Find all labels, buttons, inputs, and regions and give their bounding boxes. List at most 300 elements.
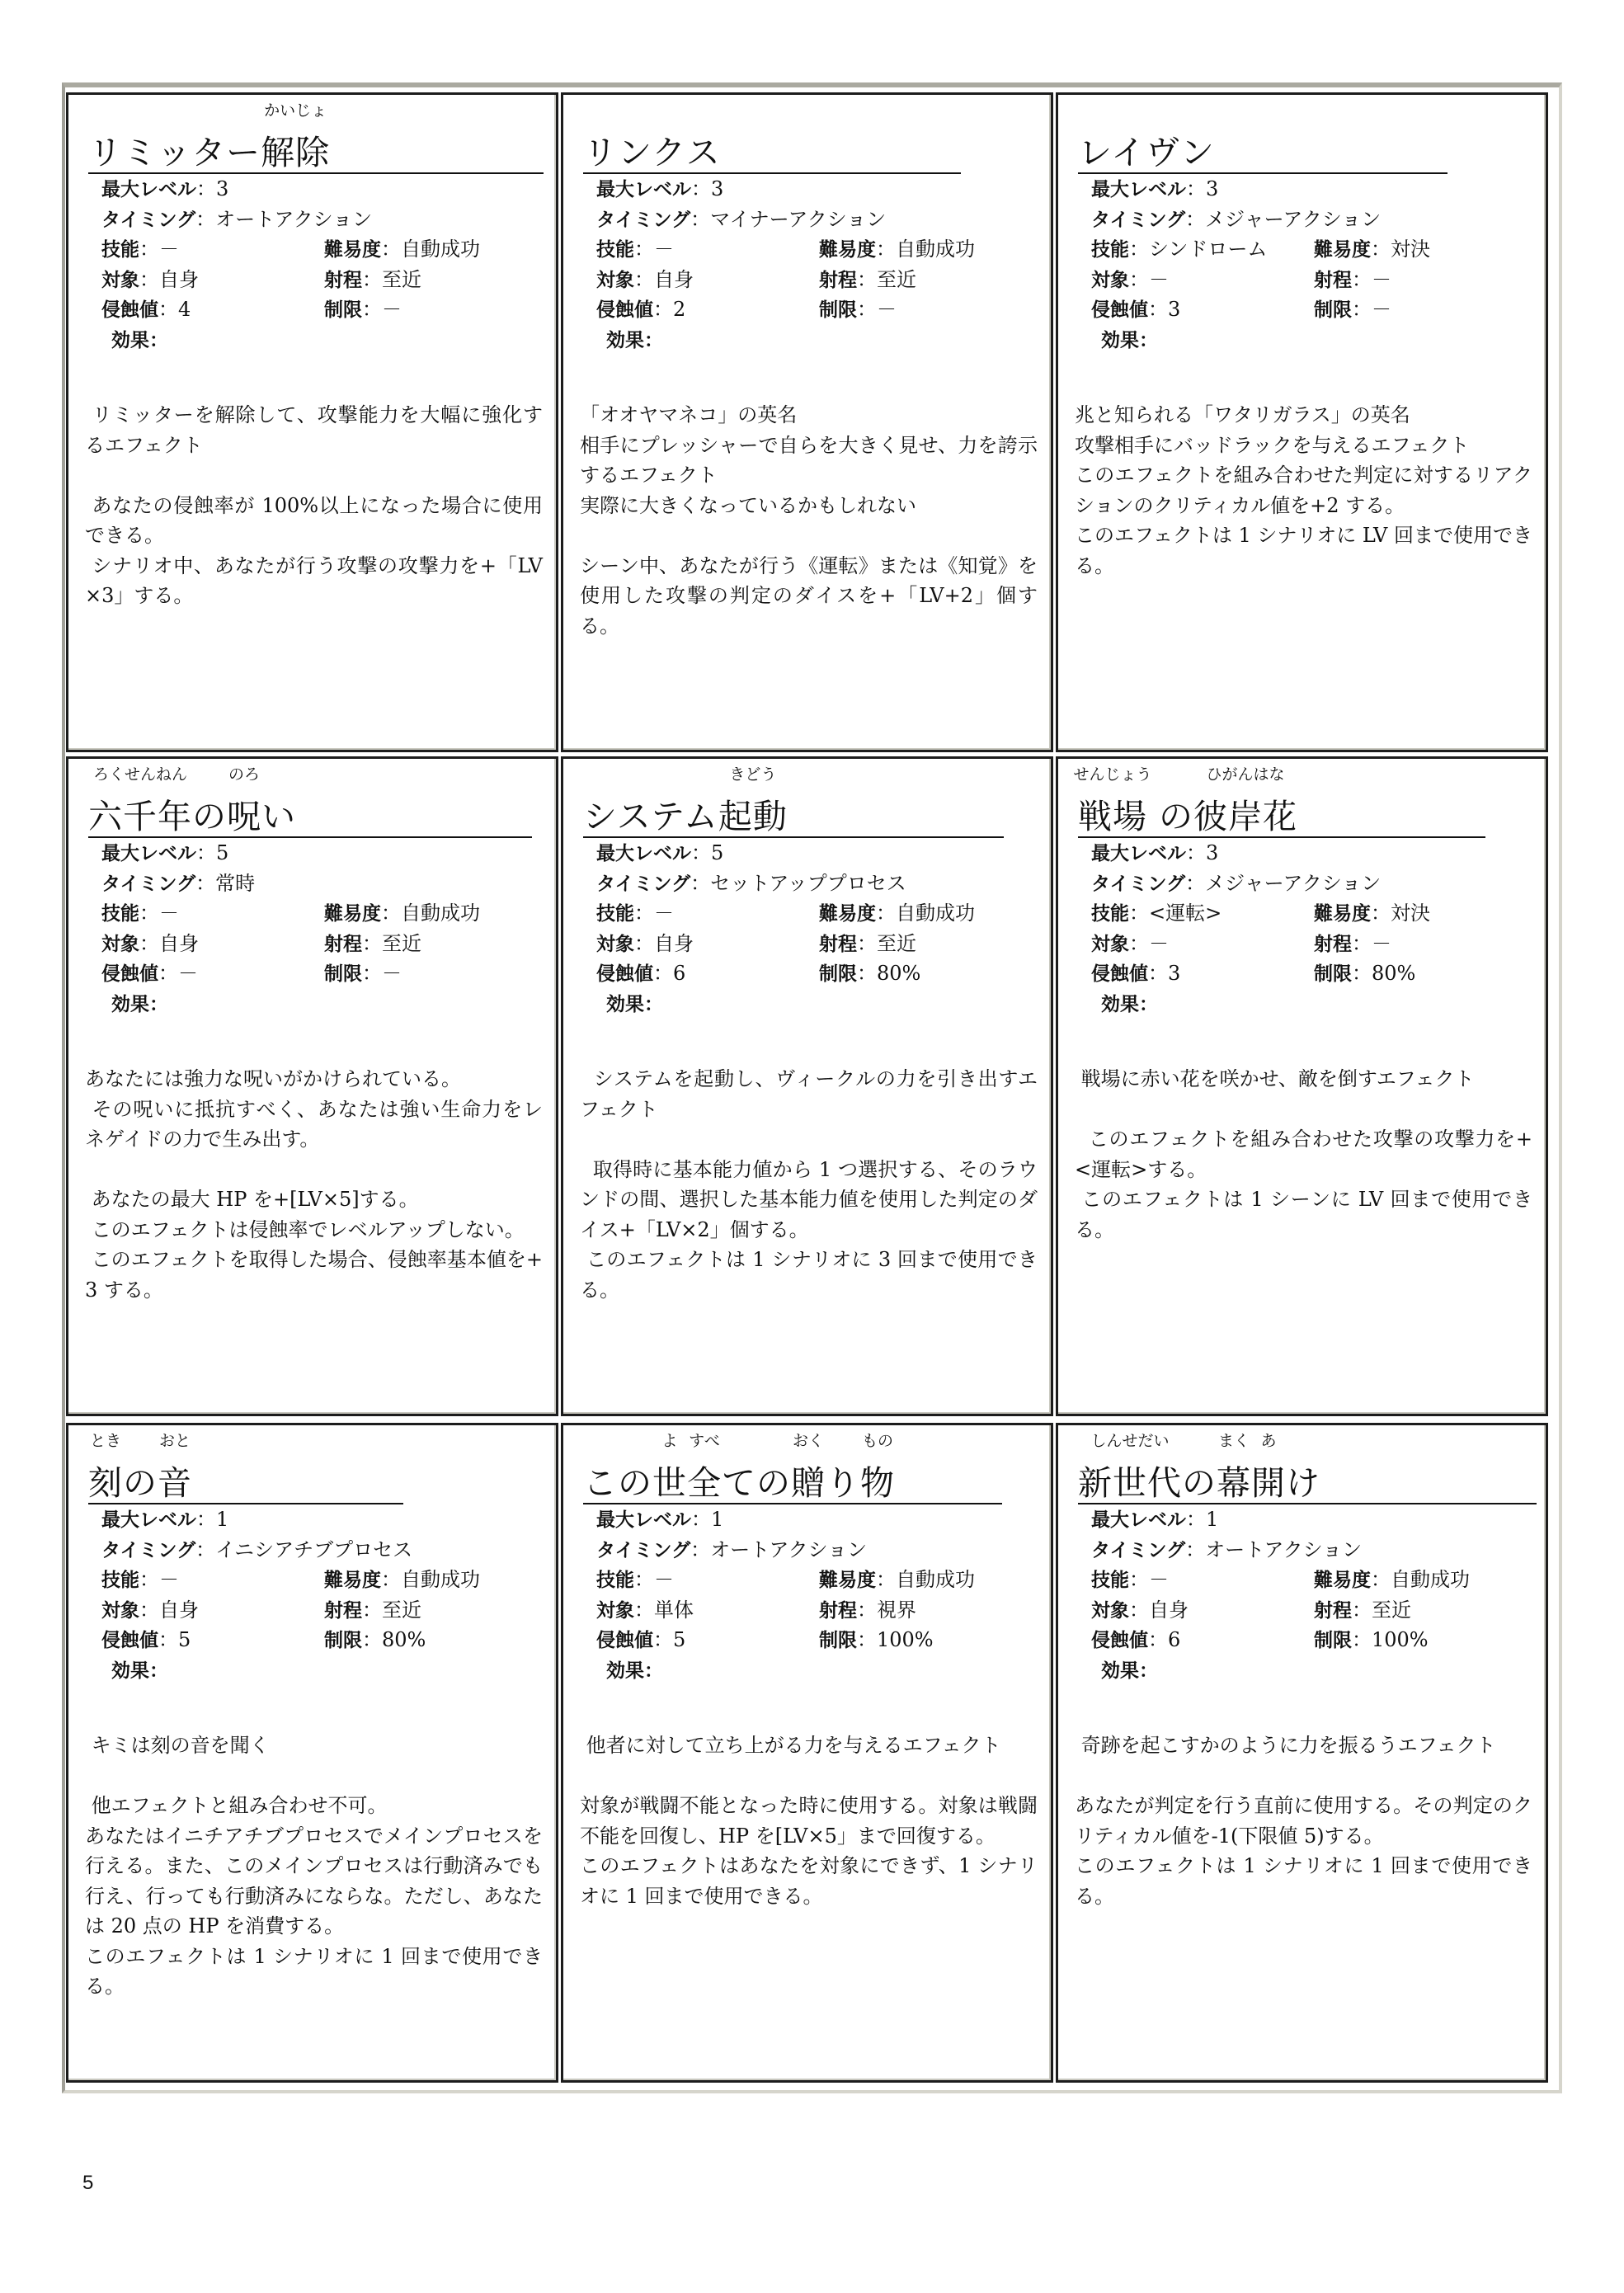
ruby-reading: あ <box>1260 1432 1277 1450</box>
stat-row <box>101 265 548 295</box>
effect-label: 効果： <box>606 1660 663 1682</box>
timing: タイミング：イニシアチブプロセス <box>101 1537 413 1561</box>
erosion-value: 3 <box>1168 962 1181 985</box>
restriction: 制限：100% <box>819 1628 934 1651</box>
timing-value: メジャーアクション <box>1205 207 1382 231</box>
card-title: システム起動 <box>583 797 788 836</box>
timing-value: セットアッププロセス <box>710 871 906 895</box>
max-level: 最大レベル：5 <box>596 841 724 864</box>
stat-row <box>101 234 548 265</box>
stat-row <box>1091 1504 1537 1535</box>
effect-card <box>561 92 1053 752</box>
difficulty: 難易度：自動成功 <box>324 902 480 925</box>
effect-label-row <box>596 989 1043 1019</box>
effect-text: 他者に対して立ち上がる力を与えるエフェクト 対象が戦闘不能となった時に使用する。対象は戦闘不能を回復し、HP を[LV×5」まで回復する。 このエフェクトはあなたを対象にできず、1 シナリオに 1 回まで使用できる。 <box>580 1734 1038 1908</box>
restriction-value: － <box>1372 298 1391 321</box>
difficulty: 難易度：自動成功 <box>819 1568 975 1591</box>
max-level-value: 3 <box>1206 177 1219 200</box>
timing-label: タイミング <box>596 209 691 231</box>
difficulty-value: 自動成功 <box>896 902 975 925</box>
difficulty: 難易度：対決 <box>1314 238 1430 261</box>
target-value: 自身 <box>159 931 199 955</box>
stat-row <box>101 869 548 899</box>
ruby-row <box>1078 101 1513 121</box>
difficulty-value: 自動成功 <box>1391 1568 1470 1591</box>
max-level-value: 1 <box>216 1508 229 1531</box>
stat-row <box>1091 898 1537 929</box>
difficulty-value: 自動成功 <box>401 902 480 925</box>
stat-row <box>596 1625 1043 1655</box>
skill: 技能：－ <box>596 902 674 925</box>
card-title: レイヴン <box>1078 133 1215 172</box>
skill-label: 技能 <box>101 903 139 925</box>
range-label: 射程 <box>819 933 857 955</box>
effect-text: 奇跡を起こすかのように力を振るうエフェクト あなたが判定を行う直前に使用する。その判定のクリティカル値を-1(下限値 5)する。 このエフェクトは 1 シナリオに 1 回まで使用できる。 <box>1075 1734 1532 1908</box>
effect-card <box>561 756 1053 1416</box>
difficulty: 難易度：自動成功 <box>819 902 975 925</box>
card-stats <box>101 174 548 355</box>
erosion-value: 4 <box>178 298 191 321</box>
target-value: 自身 <box>654 931 694 955</box>
timing: タイミング：オートアクション <box>596 1537 868 1561</box>
skill-label: 技能 <box>1091 903 1129 925</box>
card-title: この世全ての贈り物 <box>583 1463 895 1503</box>
skill-value: － <box>159 1568 179 1591</box>
ruby-row <box>88 1432 523 1452</box>
erosion: 侵蝕値：6 <box>1091 1628 1181 1651</box>
range-label: 射程 <box>324 269 362 291</box>
stat-row <box>596 869 1043 899</box>
stat-row <box>1091 838 1537 869</box>
effect-text: あなたには強力な呪いがかけられている。 その呪いに抵抗すべく、あなたは強い生命力をレネゲイドの力で生み出す。 あなたの最大 HP を+[LV×5]する。 このエフェクトは侵蝕率でレベルアップしない。 このエフェクトを取得した場合、侵蝕率基本値を+3 する。 <box>85 1067 543 1302</box>
effect-card <box>1056 92 1548 752</box>
stat-row <box>1091 1595 1537 1626</box>
restriction-label: 制限 <box>1314 299 1352 321</box>
card-title: リミッター解除 <box>88 133 331 172</box>
ruby-reading: ひがんはな <box>1206 765 1285 784</box>
skill: 技能：<運転> <box>1091 902 1222 925</box>
max-level: 最大レベル：3 <box>101 177 229 200</box>
timing-label: タイミング <box>1091 1539 1186 1561</box>
erosion-value: 5 <box>673 1628 686 1651</box>
target-value: 自身 <box>159 267 199 291</box>
range-label: 射程 <box>1314 933 1352 955</box>
stat-row <box>1091 174 1537 205</box>
erosion-label: 侵蝕値 <box>596 1630 653 1651</box>
card-title-area <box>583 762 1018 838</box>
timing-label: タイミング <box>101 209 196 231</box>
erosion-value: － <box>178 962 198 985</box>
difficulty-label: 難易度 <box>819 903 876 925</box>
skill: 技能：－ <box>101 902 179 925</box>
ruby-row <box>583 101 1018 121</box>
target-label: 対象 <box>596 933 634 955</box>
restriction: 制限：80% <box>1314 962 1416 985</box>
target: 対象：単体 <box>596 1598 694 1622</box>
difficulty: 難易度：自動成功 <box>324 238 480 261</box>
range-value: 至近 <box>382 267 421 291</box>
skill-value: － <box>654 1568 674 1591</box>
difficulty-label: 難易度 <box>1314 239 1371 261</box>
card-stats <box>596 174 1043 355</box>
effect-label-row <box>101 1655 548 1686</box>
card-stats <box>1091 838 1537 1019</box>
target-value: － <box>1149 931 1169 955</box>
ruby-reading: のろ <box>228 765 260 784</box>
restriction-label: 制限 <box>1314 1630 1352 1651</box>
timing-label: タイミング <box>101 873 196 895</box>
target-value: 自身 <box>654 267 694 291</box>
range-value: － <box>1372 931 1391 955</box>
restriction-value: － <box>877 298 897 321</box>
erosion: 侵蝕値：2 <box>596 298 686 321</box>
stat-row <box>596 958 1043 989</box>
difficulty-label: 難易度 <box>819 1570 876 1591</box>
range-value: 視界 <box>877 1598 916 1622</box>
card-title-area <box>88 1429 523 1504</box>
skill: 技能：－ <box>596 238 674 261</box>
difficulty-label: 難易度 <box>1314 903 1371 925</box>
range-label: 射程 <box>1314 269 1352 291</box>
difficulty-value: 自動成功 <box>401 238 480 261</box>
effect-label-row <box>1091 1655 1537 1686</box>
stat-row <box>1091 205 1537 235</box>
restriction-label: 制限 <box>819 1630 857 1651</box>
max-level: 最大レベル：5 <box>101 841 229 864</box>
stat-row <box>1091 234 1537 265</box>
difficulty: 難易度：対決 <box>1314 902 1430 925</box>
effect-label-row <box>1091 325 1537 355</box>
stat-row <box>101 929 548 959</box>
stat-row <box>101 958 548 989</box>
erosion-label: 侵蝕値 <box>101 1630 158 1651</box>
difficulty-value: 自動成功 <box>896 238 975 261</box>
skill-value: － <box>654 238 674 261</box>
target: 対象：自身 <box>596 267 694 291</box>
timing: タイミング：メジャーアクション <box>1091 871 1382 895</box>
difficulty-value: 対決 <box>1391 238 1430 261</box>
range: 射程：－ <box>1314 267 1391 291</box>
ruby-row <box>88 765 523 785</box>
target: 対象：自身 <box>596 931 694 955</box>
restriction: 制限：－ <box>1314 298 1391 321</box>
range-label: 射程 <box>819 1599 857 1622</box>
restriction: 制限：－ <box>324 962 402 985</box>
difficulty-label: 難易度 <box>819 239 876 261</box>
timing: タイミング：セットアッププロセス <box>596 871 906 895</box>
max-level-label: 最大レベル <box>596 179 691 200</box>
skill-label: 技能 <box>101 239 139 261</box>
erosion-label: 侵蝕値 <box>1091 299 1148 321</box>
card-title: 新世代の幕開け <box>1078 1463 1320 1503</box>
target-label: 対象 <box>1091 1599 1129 1622</box>
target-label: 対象 <box>596 269 634 291</box>
max-level-value: 1 <box>1206 1508 1219 1531</box>
timing-label: タイミング <box>101 1539 196 1561</box>
stat-row <box>101 174 548 205</box>
stat-row <box>1091 1565 1537 1595</box>
stat-row <box>596 174 1043 205</box>
ruby-reading: まく <box>1217 1432 1250 1450</box>
stat-row <box>1091 869 1537 899</box>
erosion-value: 2 <box>673 298 686 321</box>
effect-label: 効果： <box>1101 329 1158 351</box>
range: 射程：至近 <box>819 267 916 291</box>
difficulty-value: 自動成功 <box>896 1568 975 1591</box>
stat-row <box>101 1625 548 1655</box>
skill: 技能：－ <box>101 238 179 261</box>
ruby-reading: もの <box>861 1432 893 1450</box>
erosion: 侵蝕値：5 <box>101 1628 191 1651</box>
skill-label: 技能 <box>1091 1570 1129 1591</box>
target: 対象：自身 <box>101 931 199 955</box>
erosion: 侵蝕値：－ <box>101 962 198 985</box>
max-level: 最大レベル：1 <box>1091 1508 1219 1531</box>
stat-row <box>101 898 548 929</box>
card-stats <box>1091 174 1537 355</box>
erosion: 侵蝕値：5 <box>596 1628 686 1651</box>
ruby-reading: しんせだい <box>1090 1432 1170 1450</box>
stat-row <box>1091 1625 1537 1655</box>
restriction-label: 制限 <box>1314 963 1352 985</box>
difficulty: 難易度：自動成功 <box>1314 1568 1470 1591</box>
restriction: 制限：－ <box>324 298 402 321</box>
ruby-row <box>583 1432 1018 1452</box>
restriction: 制限：100% <box>1314 1628 1429 1651</box>
stat-row <box>596 234 1043 265</box>
timing: タイミング：常時 <box>101 871 256 895</box>
stat-row <box>596 294 1043 325</box>
effect-text: システムを起動し、ヴィークルの力を引き出すエフェクト 取得時に基本能力値から 1 つ選択する、そのラウンドの間、選択した基本能力値を使用した判定のダイス+「LV×2」個する。 このエフェクトは 1 シナリオに 3 回まで使用できる。 <box>580 1067 1038 1302</box>
range: 射程：至近 <box>324 931 421 955</box>
restriction-label: 制限 <box>324 963 362 985</box>
skill-value: － <box>159 238 179 261</box>
card-title-area <box>583 98 1018 174</box>
difficulty-label: 難易度 <box>324 239 381 261</box>
erosion-label: 侵蝕値 <box>101 963 158 985</box>
max-level-label: 最大レベル <box>1091 1509 1186 1531</box>
max-level-label: 最大レベル <box>101 1509 196 1531</box>
ruby-reading: おと <box>158 1432 191 1450</box>
skill: 技能：－ <box>596 1568 674 1591</box>
range: 射程：至近 <box>819 931 916 955</box>
timing-value: イニシアチブプロセス <box>215 1537 413 1561</box>
difficulty-value: 自動成功 <box>401 1568 480 1591</box>
max-level: 最大レベル：3 <box>596 177 724 200</box>
max-level-label: 最大レベル <box>101 843 196 864</box>
restriction-value: 100% <box>1372 1628 1429 1651</box>
restriction-value: － <box>382 298 402 321</box>
stat-row <box>101 1504 548 1535</box>
erosion-value: 3 <box>1168 298 1181 321</box>
skill-label: 技能 <box>596 1570 634 1591</box>
max-level-value: 3 <box>711 177 724 200</box>
skill-label: 技能 <box>101 1570 139 1591</box>
effect-label-row <box>596 325 1043 355</box>
card-title: 刻の音 <box>88 1463 192 1503</box>
effect-label: 効果： <box>111 993 168 1015</box>
effect-text: リミッターを解除して、攻撃能力を大幅に強化するエフェクト あなたの侵蝕率が 100%以上になった場合に使用できる。 シナリオ中、あなたが行う攻撃の攻撃力を+「LV×3」する。 <box>85 403 543 607</box>
stat-row <box>596 1504 1043 1535</box>
timing-value: オートアクション <box>710 1537 868 1561</box>
restriction-value: － <box>382 962 402 985</box>
effect-label: 効果： <box>606 993 663 1015</box>
stat-row <box>596 929 1043 959</box>
timing-value: メジャーアクション <box>1205 871 1382 895</box>
ruby-row <box>583 765 1018 785</box>
page-number: 5 <box>82 2172 94 2194</box>
erosion: 侵蝕値：3 <box>1091 298 1181 321</box>
restriction-value: 80% <box>1372 962 1416 985</box>
skill-value: <運転> <box>1149 902 1222 925</box>
skill-value: － <box>1149 1568 1169 1591</box>
range-value: － <box>1372 267 1391 291</box>
stat-row <box>101 838 548 869</box>
restriction-value: 100% <box>877 1628 934 1651</box>
restriction: 制限：80% <box>324 1628 426 1651</box>
timing: タイミング：マイナーアクション <box>596 207 887 231</box>
skill-label: 技能 <box>1091 239 1129 261</box>
effect-card <box>1056 1423 1548 2083</box>
target-label: 対象 <box>101 269 139 291</box>
timing-label: タイミング <box>596 1539 691 1561</box>
restriction-label: 制限 <box>819 299 857 321</box>
stat-row <box>101 1535 548 1566</box>
target-label: 対象 <box>101 933 139 955</box>
effect-text: 戦場に赤い花を咲かせ、敵を倒すエフェクト このエフェクトを組み合わせた攻撃の攻撃力を+<運転>する。 このエフェクトは 1 シーンに LV 回まで使用できる。 <box>1075 1067 1532 1241</box>
range-value: 至近 <box>877 931 916 955</box>
target-label: 対象 <box>596 1599 634 1622</box>
erosion-value: 6 <box>673 962 686 985</box>
max-level-label: 最大レベル <box>596 1509 691 1531</box>
target-label: 対象 <box>1091 933 1129 955</box>
max-level: 最大レベル：1 <box>596 1508 724 1531</box>
stat-row <box>1091 294 1537 325</box>
skill-label: 技能 <box>596 903 634 925</box>
skill-value: － <box>654 902 674 925</box>
skill-value: シンドローム <box>1149 238 1268 261</box>
erosion-label: 侵蝕値 <box>596 963 653 985</box>
range-label: 射程 <box>819 269 857 291</box>
target: 対象：自身 <box>101 1598 199 1622</box>
target-value: 単体 <box>654 1598 694 1622</box>
card-title-area <box>88 98 523 174</box>
ruby-reading: すべ <box>689 1432 720 1450</box>
stat-row <box>101 1565 548 1595</box>
range-label: 射程 <box>324 1599 362 1622</box>
timing-value: オートアクション <box>215 207 373 231</box>
max-level-label: 最大レベル <box>101 179 196 200</box>
ruby-reading: ろくせんねん <box>92 765 187 784</box>
effect-text: キミは刻の音を聞く 他エフェクトと組み合わせ不可。 あなたはイニチアチブプロセスでメインプロセスを行える。また、このメインプロセスは行動済みでも行え、行っても行動済みにならな。ただし、あなたは 20 点の HP を消費する。 このエフェクトは 1 シナリオに 1 回まで使用できる。 <box>85 1734 543 1998</box>
stat-row <box>1091 929 1537 959</box>
restriction-value: 80% <box>877 962 921 985</box>
skill: 技能：シンドローム <box>1091 238 1268 261</box>
card-title-area <box>1078 1429 1513 1504</box>
stat-row <box>1091 958 1537 989</box>
range: 射程：－ <box>1314 931 1391 955</box>
effect-label-row <box>101 325 548 355</box>
card-stats <box>596 1504 1043 1685</box>
target-label: 対象 <box>1091 269 1129 291</box>
difficulty: 難易度：自動成功 <box>819 238 975 261</box>
card-title: リンクス <box>583 133 721 172</box>
max-level-label: 最大レベル <box>1091 843 1186 864</box>
stat-row <box>596 205 1043 235</box>
timing-value: オートアクション <box>1205 1537 1363 1561</box>
stat-row <box>1091 265 1537 295</box>
timing-value: マイナーアクション <box>710 207 887 231</box>
timing-label: タイミング <box>1091 873 1186 895</box>
ruby-reading: とき <box>89 1432 121 1450</box>
range: 射程：至近 <box>1314 1598 1411 1622</box>
effect-label: 効果： <box>1101 1660 1158 1682</box>
difficulty: 難易度：自動成功 <box>324 1568 480 1591</box>
stat-row <box>101 205 548 235</box>
effect-card <box>66 756 558 1416</box>
timing: タイミング：メジャーアクション <box>1091 207 1382 231</box>
stat-row <box>596 838 1043 869</box>
skill: 技能：－ <box>101 1568 179 1591</box>
stat-row <box>596 265 1043 295</box>
erosion-value: 6 <box>1168 1628 1181 1651</box>
difficulty-value: 対決 <box>1391 902 1430 925</box>
effect-label: 効果： <box>111 1660 168 1682</box>
max-level: 最大レベル：3 <box>1091 841 1219 864</box>
restriction-label: 制限 <box>324 1630 362 1651</box>
erosion-label: 侵蝕値 <box>101 299 158 321</box>
range-value: 至近 <box>877 267 916 291</box>
ruby-reading: せんじょう <box>1073 765 1152 784</box>
skill-label: 技能 <box>596 239 634 261</box>
card-title-area <box>583 1429 1018 1504</box>
restriction: 制限：－ <box>819 298 897 321</box>
range-value: 至近 <box>382 931 421 955</box>
stat-row <box>596 1595 1043 1626</box>
timing-value: 常時 <box>215 871 256 895</box>
card-stats <box>1091 1504 1537 1685</box>
effect-text: 「オオヤマネコ」の英名 相手にプレッシャーで自らを大きく見せ、力を誇示するエフェクト 実際に大きくなっているかもしれない シーン中、あなたが行う《運転》または《知覚》を使用した攻撃の判定のダイスを+「LV+2」個する。 <box>580 403 1038 638</box>
target: 対象：－ <box>1091 931 1169 955</box>
max-level-value: 3 <box>1206 841 1219 864</box>
max-level-value: 1 <box>711 1508 724 1531</box>
effect-label-row <box>596 1655 1043 1686</box>
erosion: 侵蝕値：4 <box>101 298 191 321</box>
timing: タイミング：オートアクション <box>1091 1537 1363 1561</box>
range: 射程：視界 <box>819 1598 916 1622</box>
difficulty-label: 難易度 <box>324 903 381 925</box>
range-label: 射程 <box>324 933 362 955</box>
max-level: 最大レベル：3 <box>1091 177 1219 200</box>
ruby-reading: かいじょ <box>264 101 327 120</box>
effect-card <box>1056 756 1548 1416</box>
skill: 技能：－ <box>1091 1568 1169 1591</box>
max-level-value: 5 <box>711 841 724 864</box>
target-value: － <box>1149 267 1169 291</box>
restriction-value: 80% <box>382 1628 426 1651</box>
card-title: 六千年の呪い <box>88 797 296 836</box>
card-stats <box>101 1504 548 1685</box>
erosion: 侵蝕値：3 <box>1091 962 1181 985</box>
effect-label: 効果： <box>606 329 663 351</box>
range: 射程：至近 <box>324 1598 421 1622</box>
timing-label: タイミング <box>596 873 691 895</box>
max-level-value: 3 <box>216 177 229 200</box>
target-value: 自身 <box>159 1598 199 1622</box>
effect-label-row <box>1091 989 1537 1019</box>
effect-card <box>66 92 558 752</box>
stat-row <box>1091 1535 1537 1566</box>
